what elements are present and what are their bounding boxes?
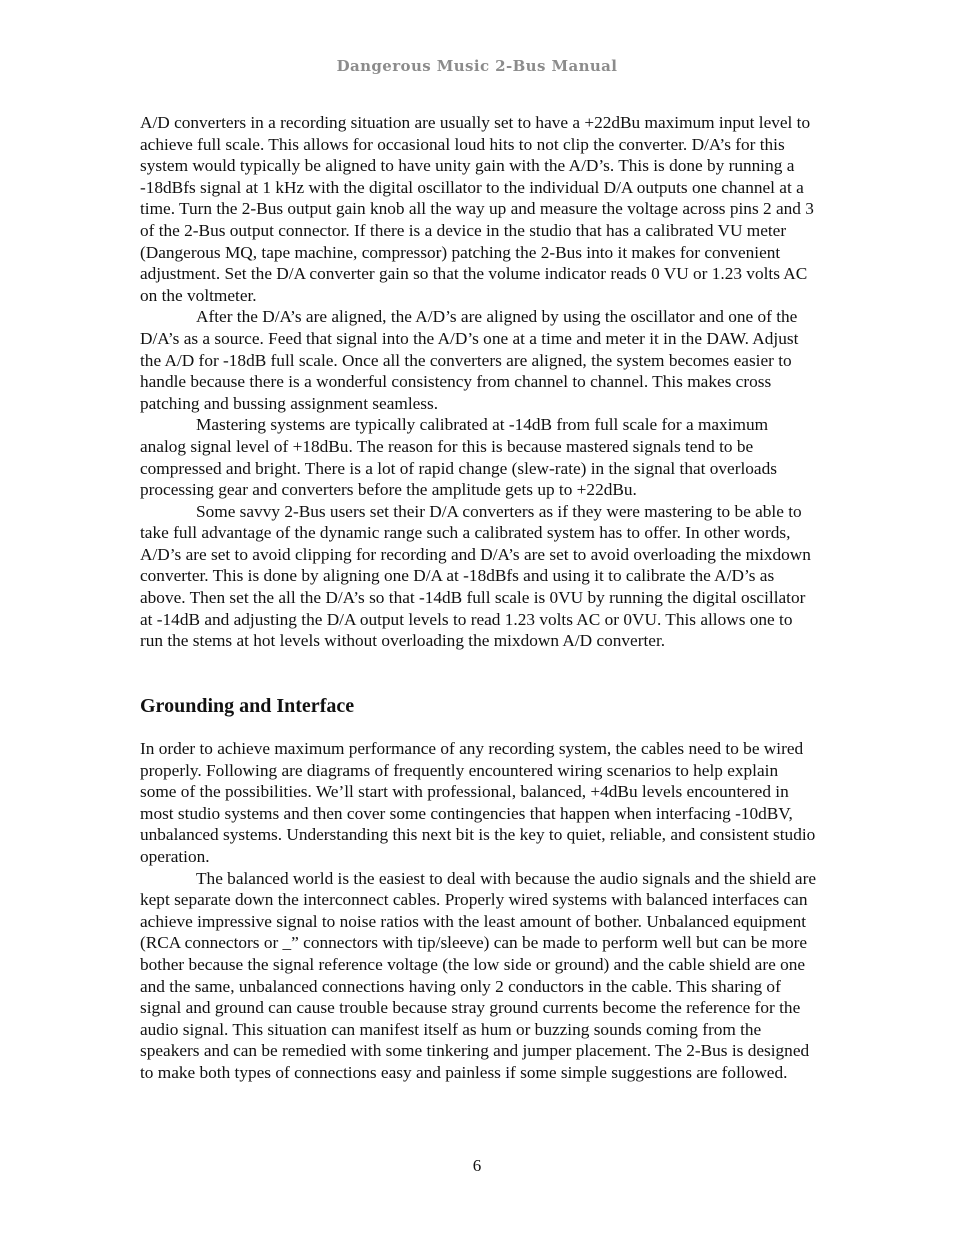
page-number: 6 (472, 1156, 482, 1175)
paragraph: The balanced world is the easiest to deal with because the audio signals and the shield are kept separate down the interconnect cables. Properly wired systems with balanced interfaces can achieve impressive signal to noise ratios with the least amount of bother. Unbalanced equipment (RCA connectors or _” connectors with tip/sleeve) can be made to perform well but can be more bother because the signal reference voltage (the low side or ground) and the cable shield are one and the same, unbalanced connections having only 2 conductors in the cable. This sharing of signal and ground can cause trouble because stray ground currents become the reference for the audio signal. This situation can manifest itself as hum or buzzing sounds coming from the speakers and can be remedied with some tinkering and jumper placement. The 2-Bus is designed to make both types of connections easy and painless if some simple suggestions are followed. (140, 868, 816, 1082)
running-header: Dangerous Music 2-Bus Manual (336, 57, 618, 75)
paragraph: A/D converters in a recording situation are usually set to have a +22dBu maximum input level to achieve full scale. This allows for occasional loud hits to not clip the converter. D/A’s for this system would typically be aligned to have unity gain with the A/D’s. This is done by running a -18dBfs signal at 1 kHz with the digital oscillator to the individual D/A outputs one channel at a time. Turn the 2-Bus output gain knob all the way up and measure the voltage across pins 2 and 3 of the 2-Bus output connector. If there is a device in the studio that has a calibrated VU meter (Dangerous MQ, tape machine, compressor) patching the 2-Bus into it makes for convenient adjustment. Set the D/A converter gain so that the volume indicator reads 0 VU or 1.23 volts AC on the voltmeter. (140, 113, 814, 305)
paragraph: Some savvy 2-Bus users set their D/A converters as if they were mastering to be able to take full advantage of the dynamic range such a calibrated system has to offer. In other words, A/D’s are set to avoid clipping for recording and D/A’s are set to avoid overloading the mixdown converter. This is done by aligning one D/A at -18dBfs and using it to calibrate the A/D’s as above. Then set the all the D/A’s so that -14dB full scale is 0VU by running the digital oscillator at -14dB and adjusting the D/A output levels to read 1.23 volts AC or 0VU. This allows one to run the stems at hot levels without overloading the mixdown A/D converter. (140, 501, 811, 651)
intro-text-block (140, 112, 818, 652)
paragraph: After the D/A’s are aligned, the A/D’s are aligned by using the oscillator and one of the D/A’s as a source. Feed that signal into the A/D’s one at a time and meter it in the DAW. Adjust the A/D for -18dB full scale. Once all the converters are aligned, the system becomes easier to handle because there is a wonderful consistency from channel to channel. This makes cross patching and bussing assignment seamless. (140, 307, 799, 413)
grounding-text-block (140, 738, 818, 1084)
paragraph: Mastering systems are typically calibrated at -14dB from full scale for a maximum analog signal level of +18dBu. The reason for this is because mastered signals tend to be compressed and bright. There is a lot of rapid change (slew-rate) in the signal that overloads processing gear and converters before the amplitude gets up to +22dBu. (140, 415, 777, 500)
section-heading: Grounding and Interface (140, 695, 355, 717)
paragraph: In order to achieve maximum performance of any recording system, the cables need to be wired properly. Following are diagrams of frequently encountered wiring scenarios to help explain some of the possibilities. We’ll start with professional, balanced, +4dBu levels encountered in most studio systems and then cover some contingencies that happen when interfacing -10dBV, unbalanced systems. Understanding this next bit is the key to quiet, reliable, and consistent studio operation. (140, 739, 816, 866)
